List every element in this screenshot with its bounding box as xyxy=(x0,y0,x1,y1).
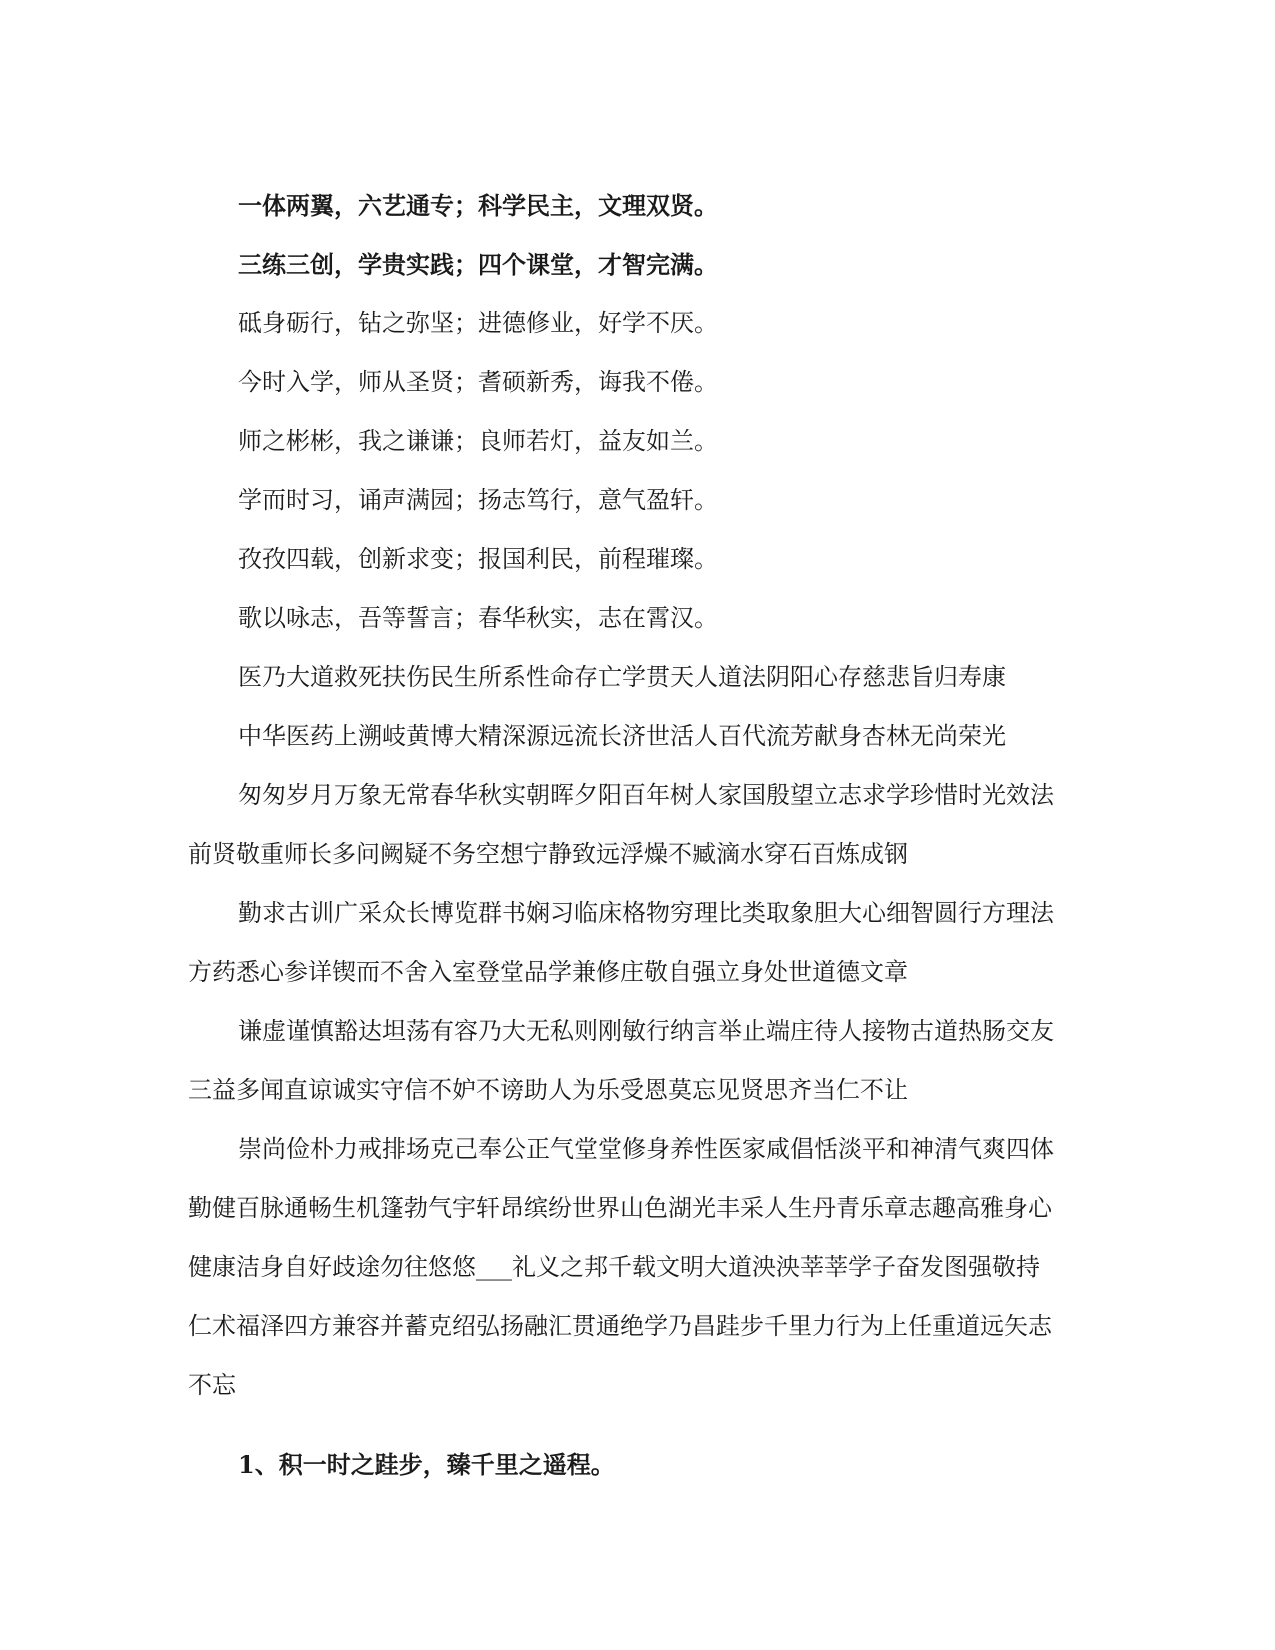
paragraph-line: 不忘 xyxy=(188,1371,236,1399)
paragraph xyxy=(188,884,1088,1002)
paragraph xyxy=(188,1002,1088,1120)
oath-line: 学而时习，诵声满园；扬志笃行，意气盈轩。 xyxy=(238,486,718,514)
paragraph-first-line: 匆匆岁月万象无常春华秋实朝晖夕阳百年树人家国殷望立志求学珍惜时光效法 xyxy=(238,781,1054,809)
paragraph-line: 方药悉心参详锲而不舍入室登堂品学兼修庄敬自强立身处世道德文章 xyxy=(188,958,908,986)
oath-line: 砥身砺行，钻之弥坚；进德修业，好学不厌。 xyxy=(238,309,718,337)
paragraph-line: 前贤敬重师长多问阙疑不务空想宁静致远浮燥不臧滴水穿石百炼成钢 xyxy=(188,840,908,868)
oath-line: 师之彬彬，我之谦谦；良师若灯，益友如兰。 xyxy=(238,427,718,455)
verse-line: 医乃大道救死扶伤民生所系性命存亡学贯天人道法阴阳心存慈悲旨归寿康 xyxy=(238,663,1006,691)
motto-line: 三练三创，学贵实践；四个课堂，才智完满。 xyxy=(238,250,718,279)
paragraph-first-line: 谦虚谨慎豁达坦荡有容乃大无私则刚敏行纳言举止端庄待人接物古道热肠交友 xyxy=(238,1017,1054,1045)
oath-line: 今时入学，师从圣贤；耆硕新秀，诲我不倦。 xyxy=(238,368,718,396)
verse-line: 中华医药上溯岐黄博大精深源远流长济世活人百代流芳献身杏林无尚荣光 xyxy=(238,722,1006,750)
oath-line: 歌以咏志，吾等誓言；春华秋实，志在霄汉。 xyxy=(238,604,718,632)
paragraph-first-line: 勤求古训广采众长博览群书娴习临床格物穷理比类取象胆大心细智圆行方理法 xyxy=(238,899,1054,927)
paragraph-line: 勤健百脉通畅生机篷勃气宇轩昂缤纷世界山色湖光丰采人生丹青乐章志趣高雅身心 xyxy=(188,1194,1052,1222)
numbered-heading: 1、积一时之跬步，臻千里之遥程。 xyxy=(238,1450,615,1479)
paragraph-line: 仁术福泽四方兼容并蓄克绍弘扬融汇贯通绝学乃昌跬步千里力行为上任重道远矢志 xyxy=(188,1312,1052,1340)
paragraph-line: 健康洁身自好歧途勿往悠悠___礼义之邦千载文明大道泱泱莘莘学子奋发图强敬持 xyxy=(188,1253,1040,1281)
motto-line: 一体两翼，六艺通专；科学民主，文理双贤。 xyxy=(238,191,718,220)
paragraph xyxy=(188,766,1088,884)
paragraph xyxy=(188,1120,1088,1415)
oath-line: 孜孜四载，创新求变；报国利民，前程璀璨。 xyxy=(238,545,718,573)
paragraph-line: 三益多闻直谅诚实守信不妒不谤助人为乐受恩莫忘见贤思齐当仁不让 xyxy=(188,1076,908,1104)
paragraph-first-line: 崇尚俭朴力戒排场克己奉公正气堂堂修身养性医家咸倡恬淡平和神清气爽四体 xyxy=(238,1135,1054,1163)
document-body xyxy=(188,176,1088,1494)
